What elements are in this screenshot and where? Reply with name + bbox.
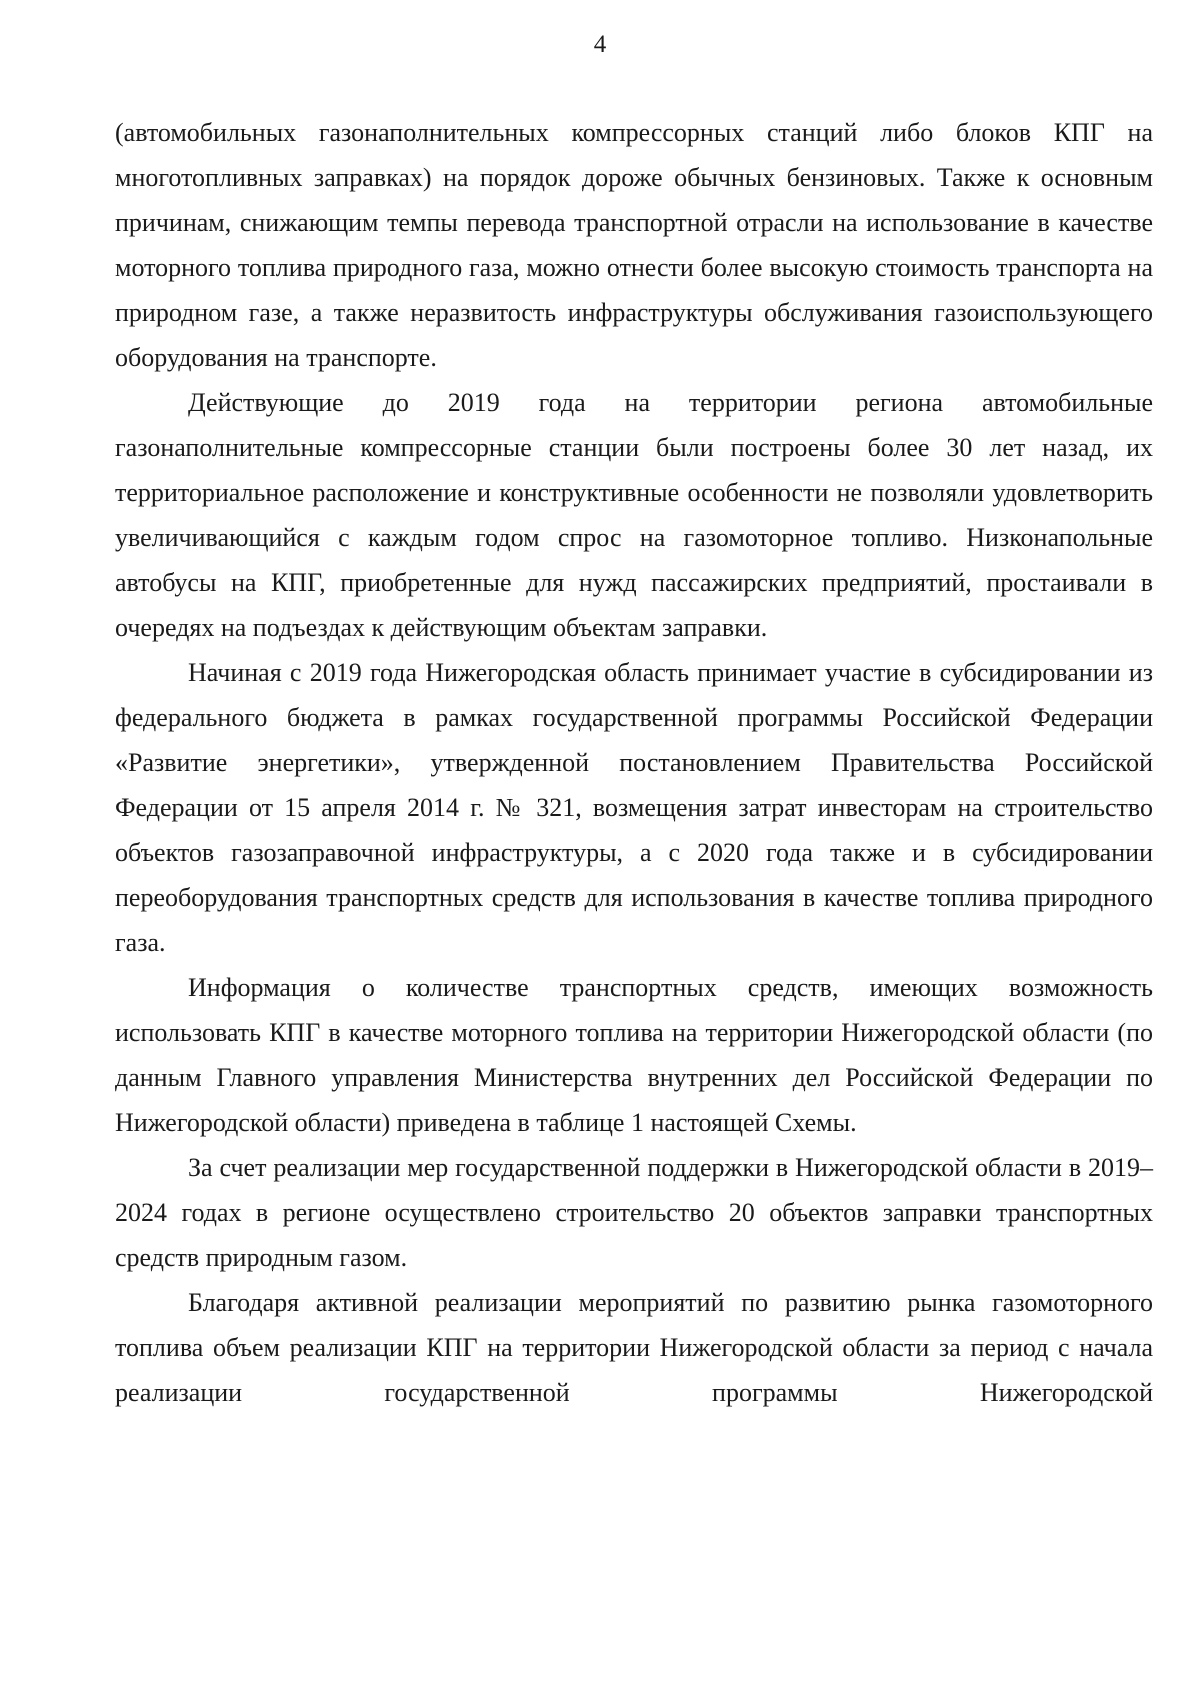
- paragraph: Действующие до 2019 года на территории региона автомобильные газонаполнительные компрессорные станции были построены более 30 лет назад, их территориальное расположение и конструктивные особенности не позволяли удовлетворить увеличивающийся с каждым годом спрос на газомоторное топливо. Низконапольные автобусы на КПГ, приобретенные для нужд пассажирских предприятий, простаивали в очередях на подъездах к действующим объектам заправки.: [115, 388, 1153, 642]
- paragraph: Благодаря активной реализации мероприятий по развитию рынка газомоторного топлива объем реализации КПГ на территории Нижегородской области за период с начала реализации государственной программы Нижегородской: [115, 1288, 1153, 1407]
- paragraph: Начиная с 2019 года Нижегородская область принимает участие в субсидировании из федерального бюджета в рамках государственной программы Российской Федерации «Развитие энергетики», утвержденной постановлением Правительства Российской Федерации от 15 апреля 2014 г. № 321, возмещения затрат инвесторам на строительство объектов газозаправочной инфраструктуры, а с 2020 года также и в субсидировании переоборудования транспортных средств для использования в качестве топлива природного газа.: [115, 658, 1153, 957]
- paragraph: Информация о количестве транспортных средств, имеющих возможность использовать КПГ в качестве моторного топлива на территории Нижегородской области (по данным Главного управления Министерства внутренних дел Российской Федерации по Нижегородской области) приведена в таблице 1 настоящей Схемы.: [115, 973, 1153, 1137]
- document-body: [115, 110, 1153, 1415]
- page-number: 4: [593, 31, 607, 58]
- paragraph-continuation: (автомобильных газонаполнительных компрессорных станций либо блоков КПГ на многотопливных заправках) на порядок дороже обычных бензиновых. Также к основным причинам, снижающим темпы перевода транспортной отрасли на использование в качестве моторного топлива природного газа, можно отнести более высокую стоимость транспорта на природном газе, а также неразвитость инфраструктуры обслуживания газоиспользующего оборудования на транспорте.: [115, 118, 1153, 372]
- paragraph: За счет реализации мер государственной поддержки в Нижегородской области в 2019–2024 годах в регионе осуществлено строительство 20 объектов заправки транспортных средств природным газом.: [115, 1153, 1153, 1272]
